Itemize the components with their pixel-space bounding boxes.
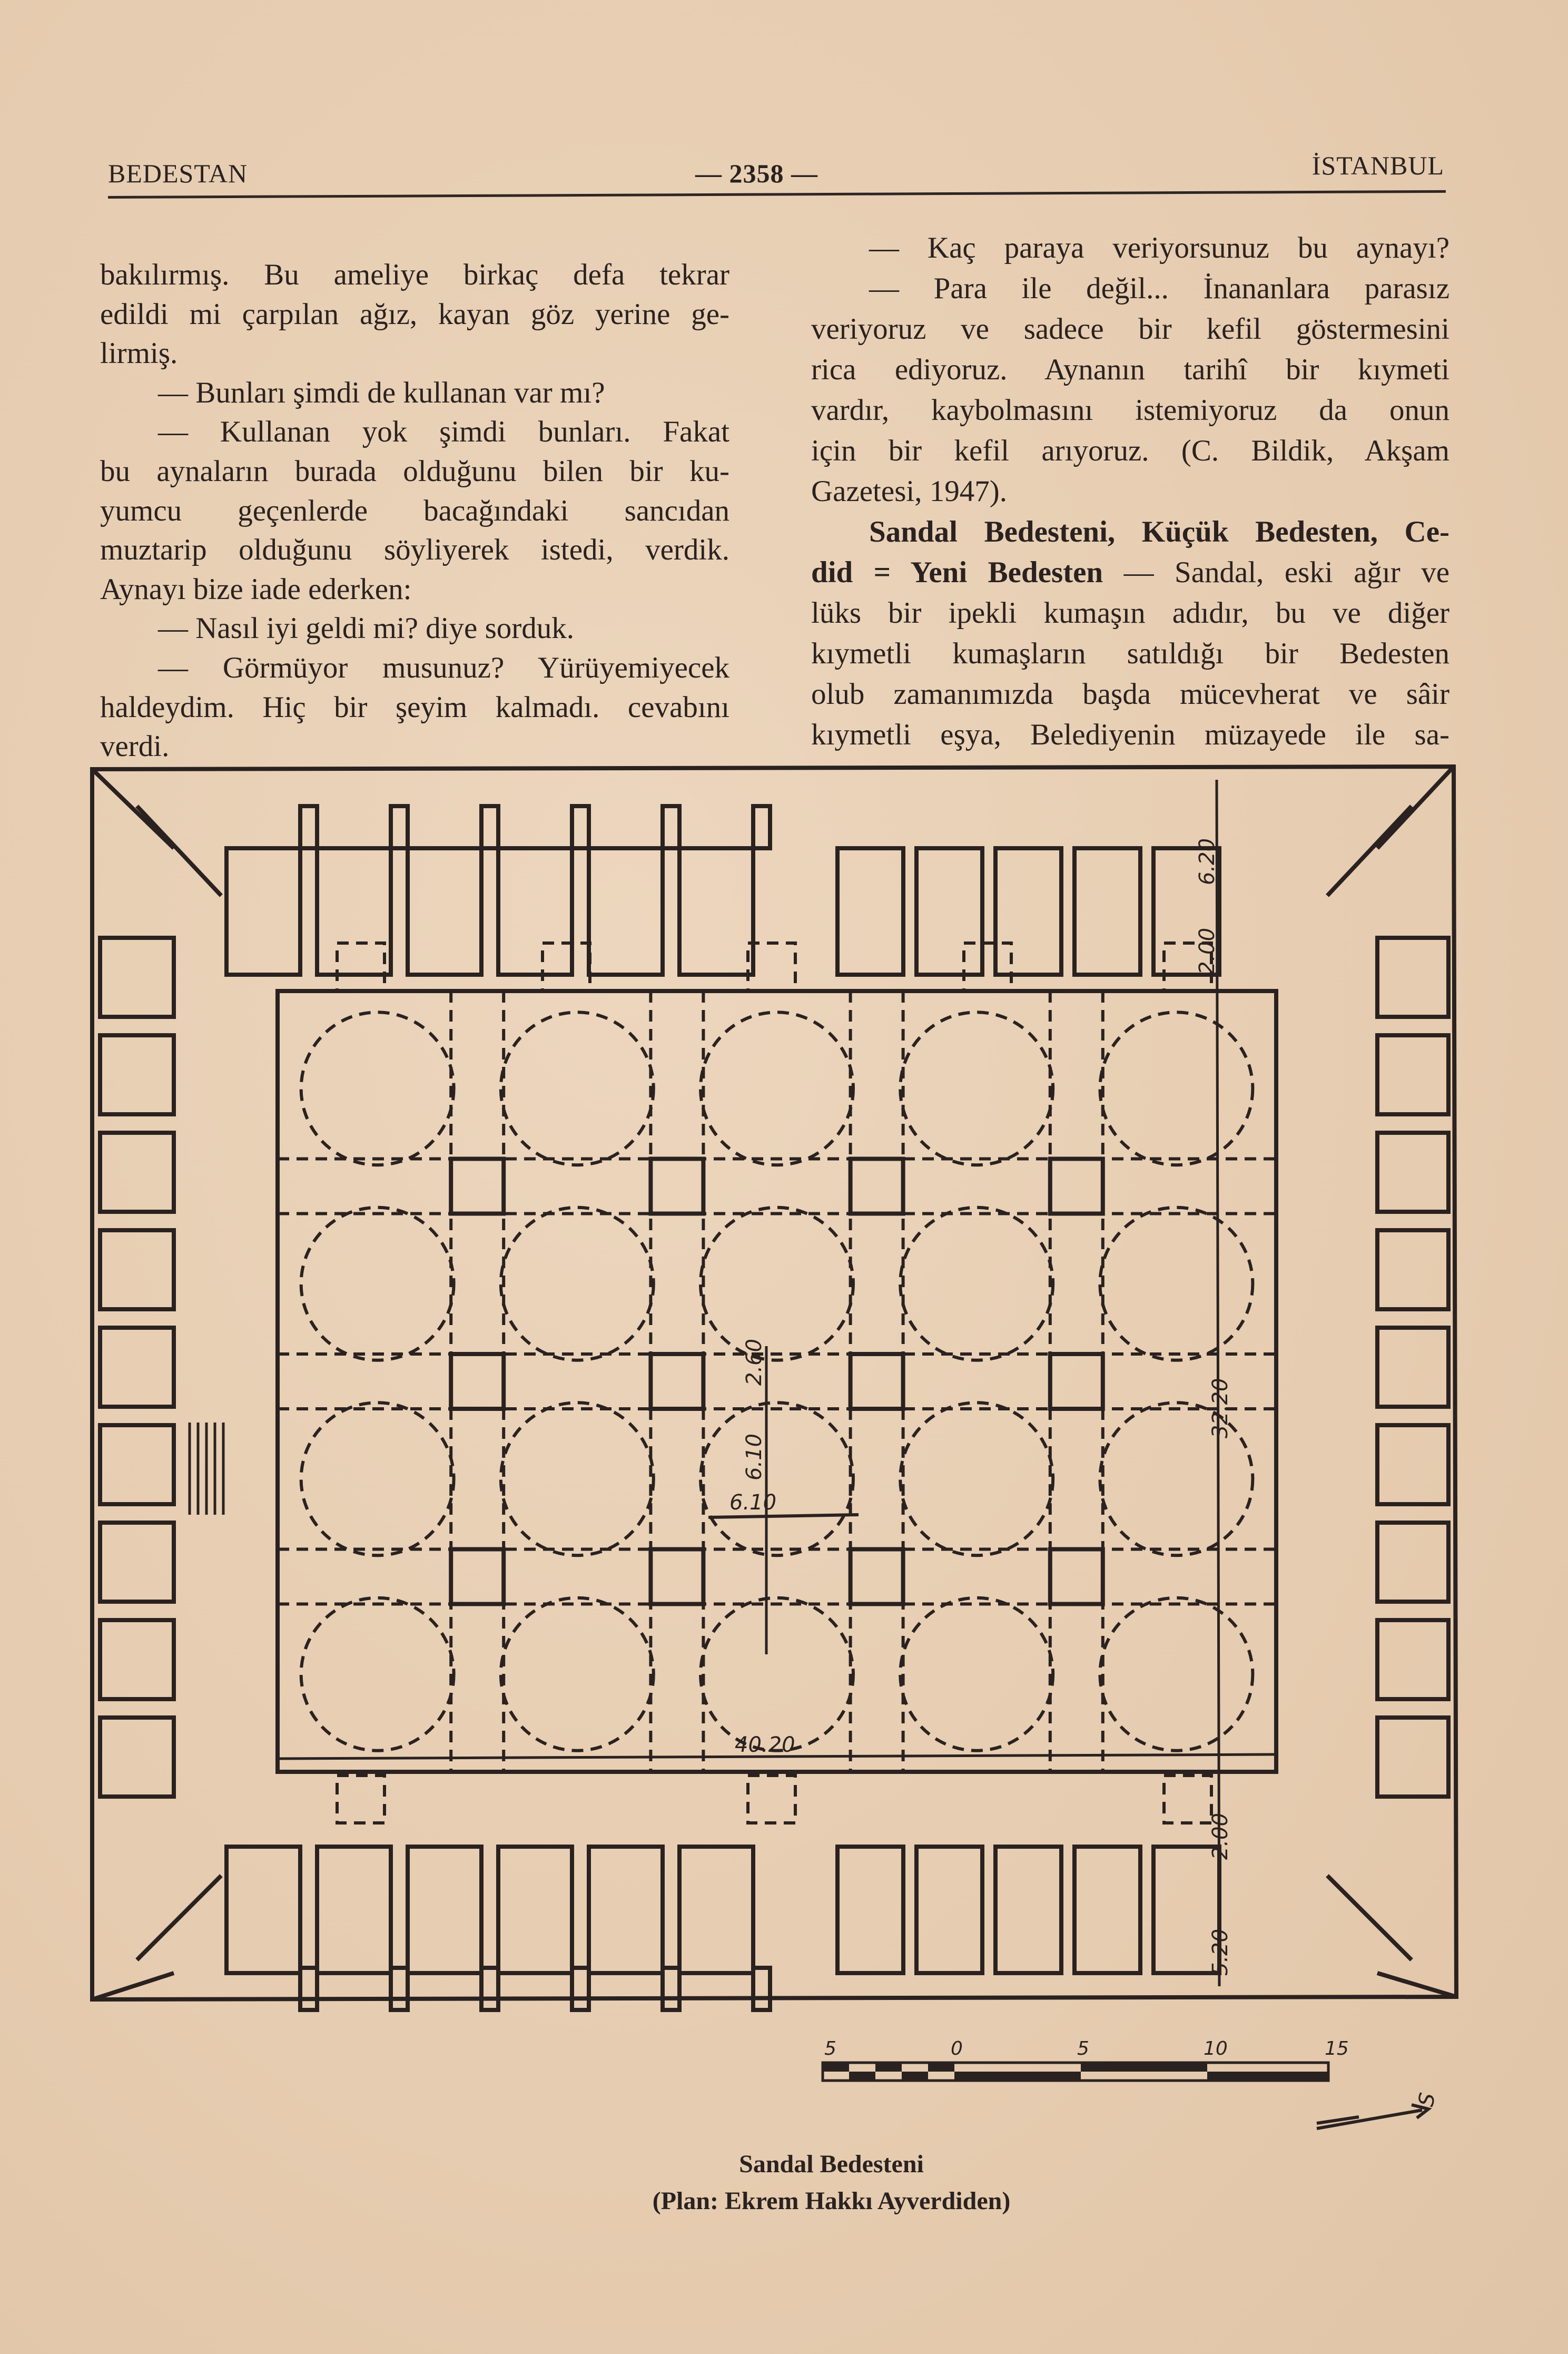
shop-cell: [1377, 1620, 1448, 1699]
wall-stub: [753, 806, 770, 848]
outer-wall: [92, 767, 1456, 1999]
dimension-label: 6.10: [729, 1490, 777, 1515]
pier: [650, 1159, 703, 1214]
corner-passage-wall: [1377, 767, 1454, 848]
text-line: veriyoruz ve sadece bir kefil göstermesini: [811, 312, 1449, 346]
shop-cell: [408, 848, 481, 975]
dimension-label: 2.00: [1195, 927, 1219, 975]
scale-bar-segment: [902, 2072, 928, 2081]
entry-text: — Sandal, eski ağır ve: [1103, 556, 1449, 589]
dome-outline: [900, 1208, 1053, 1360]
shop-cell: [317, 848, 391, 975]
dome-outline: [701, 1208, 853, 1360]
pier: [650, 1549, 703, 1604]
text-line: olub zamanımızda başda mücevherat ve sâir: [811, 678, 1449, 711]
figure-caption-title: Sandal Bedesteni: [739, 2150, 924, 2178]
shop-cell: [1377, 1328, 1448, 1407]
entry-heading-bold: did = Yeni Bedesten: [811, 556, 1103, 589]
corner-passage-wall: [1327, 806, 1412, 896]
text-line: edildi mi çarpılan ağız, kayan göz yerine ge-: [100, 297, 729, 331]
shop-cell: [226, 848, 300, 975]
text-line: — Kaç paraya veriyorsunuz bu aynayı?: [869, 231, 1449, 264]
dome-outline: [701, 1598, 853, 1751]
shop-cell: [408, 1847, 481, 1973]
text-line: — Bunları şimdi de kullanan var mı?: [158, 376, 605, 409]
entry-heading: Sandal Bedesteni, Küçük Bedesten, Ce-: [869, 515, 1449, 548]
corner-passage-wall: [1377, 1973, 1456, 1997]
dome-outline: [301, 1208, 454, 1360]
text-line: verdi.: [100, 730, 170, 763]
shop-cell: [1377, 1230, 1448, 1309]
shop-cell: [100, 1523, 174, 1602]
text-line: muztarip olduğunu söyliyerek istedi, verdik.: [100, 533, 729, 567]
running-head-right: İSTANBUL: [1311, 151, 1444, 180]
corner-passage-wall: [137, 806, 221, 896]
shop-cell: [226, 1847, 300, 1973]
dome-outline: [301, 1598, 454, 1751]
wall-stub: [481, 806, 498, 848]
entrance-bay: [748, 1776, 795, 1823]
entrance-bay: [543, 943, 590, 990]
shop-cell: [1074, 848, 1140, 975]
wall-stub: [481, 1968, 498, 2010]
text-line: — Nasıl iyi geldi mi? diye sorduk.: [158, 612, 574, 645]
scale-bar-segment: [928, 2063, 954, 2072]
dimension-label: 2.60: [742, 1338, 766, 1386]
shop-cell: [100, 1328, 174, 1407]
wall-stub: [391, 1968, 408, 2010]
shop-cell: [679, 1847, 753, 1973]
dome-outline: [1100, 1208, 1253, 1360]
scale-bar-segment: [954, 2072, 1081, 2081]
pier: [1050, 1159, 1103, 1214]
scale-bar-segment: [875, 2063, 902, 2072]
shop-cell: [498, 1847, 572, 1973]
text-line: yumcu geçenlerde bacağındaki sancıdan: [100, 494, 729, 527]
pier: [451, 1549, 504, 1604]
scale-label: 5: [1077, 2038, 1089, 2059]
dimension-label: 5.20: [1208, 1928, 1232, 1976]
shop-cell: [995, 1847, 1061, 1973]
pier: [851, 1549, 903, 1604]
shop-cell: [498, 848, 572, 975]
shop-cell: [837, 1847, 903, 1973]
shop-cell: [1377, 1523, 1448, 1602]
shop-cell: [1377, 1133, 1448, 1212]
text-line: bu aynaların burada olduğunu bilen bir ku-: [100, 454, 729, 488]
text-line: bakılırmış. Bu ameliye birkaç defa tekrar: [100, 258, 729, 291]
text-line: — Kullanan yok şimdi bunları. Fakat: [158, 415, 729, 449]
entrance-bay: [337, 943, 384, 990]
dimension-label: 40.20: [735, 1733, 795, 1757]
shop-cell: [100, 1425, 174, 1504]
corner-passage-wall: [137, 1876, 221, 1960]
inner-hall-wall: [278, 991, 1276, 1772]
figure-caption-source: (Plan: Ekrem Hakkı Ayverdiden): [652, 2187, 1011, 2215]
shop-cell: [916, 848, 982, 975]
shop-cell: [100, 1718, 174, 1797]
wall-stub: [572, 1968, 589, 2010]
pier: [451, 1354, 504, 1409]
text-line: haldeydim. Hiç bir şeyim kalmadı. cevabını: [100, 690, 729, 724]
scale-label: 5: [824, 2038, 836, 2059]
dome-outline: [501, 1402, 654, 1555]
dome-outline: [900, 1402, 1053, 1555]
text-line: lirmiş.: [100, 337, 178, 370]
shop-cell: [100, 938, 174, 1017]
shop-cell: [679, 848, 753, 975]
shop-cell: [100, 1230, 174, 1309]
dome-outline: [1100, 1012, 1253, 1165]
dome-outline: [301, 1402, 454, 1555]
direction-arrow-icon: [1317, 2105, 1428, 2129]
shop-cell: [1377, 1718, 1448, 1797]
pier: [451, 1159, 504, 1214]
shop-cell: [589, 848, 663, 975]
pier: [1050, 1354, 1103, 1409]
scale-bar-segment: [1081, 2063, 1207, 2072]
scale-label: 0: [951, 2038, 963, 2059]
scale-bar-segment: [849, 2072, 875, 2081]
direction-label: S: [1414, 2091, 1441, 2108]
pier: [851, 1354, 903, 1409]
shop-cell: [100, 1035, 174, 1114]
text-line: lüks bir ipekli kumaşın adıdır, bu ve diğer: [811, 596, 1449, 630]
text-line: kıymetli kumaşların satıldığı bir Bedesten: [811, 637, 1449, 670]
wall-stub: [391, 806, 408, 848]
scale-bar-segment: [823, 2063, 849, 2072]
dimension-label: 2.00: [1208, 1812, 1232, 1860]
wall-stub: [753, 1968, 770, 2010]
page-number: — 2358 —: [695, 159, 818, 188]
shop-cell: [1377, 938, 1448, 1017]
dimension-line: [708, 1515, 859, 1517]
pier: [1050, 1549, 1103, 1604]
text-line: kıymetli eşya, Belediyenin müzayede ile sa-: [811, 718, 1449, 751]
shop-cell: [916, 1847, 982, 1973]
dome-outline: [701, 1012, 853, 1165]
wall-stub: [300, 1968, 317, 2010]
shop-cell: [100, 1620, 174, 1699]
text-line: Gazetesi, 1947).: [811, 475, 1007, 508]
dome-outline: [900, 1012, 1053, 1165]
dimension-label: 32.20: [1208, 1378, 1232, 1438]
shop-cell: [1377, 1425, 1448, 1504]
shop-cell: [995, 848, 1061, 975]
dome-outline: [1100, 1598, 1253, 1751]
scale-label: 15: [1325, 2038, 1349, 2059]
scale-label: 10: [1204, 2038, 1228, 2059]
dimension-label: 6.20: [1195, 838, 1219, 885]
text-line: Aynayı bize iade ederken:: [100, 572, 412, 606]
wall-stub: [663, 806, 679, 848]
shop-cell: [1074, 1847, 1140, 1973]
shop-cell: [100, 1133, 174, 1212]
dimension-label: 6.10: [742, 1433, 766, 1480]
pier: [851, 1159, 903, 1214]
text-line: vardır, kaybolmasını istemiyoruz da onun: [811, 394, 1449, 427]
dome-outline: [701, 1402, 853, 1555]
corner-passage-wall: [92, 769, 174, 848]
dome-outline: [501, 1598, 654, 1751]
text-line: rica ediyoruz. Aynanın tarihî bir kıymeti: [811, 353, 1449, 386]
wall-stub: [663, 1968, 679, 2010]
text-line: — Görmüyor musunuz? Yürüyemiyecek: [158, 651, 729, 684]
shop-cell: [1377, 1035, 1448, 1114]
corner-passage-wall: [1327, 1876, 1412, 1960]
dome-outline: [301, 1012, 454, 1165]
wall-stub: [572, 806, 589, 848]
scale-bar-segment: [1207, 2072, 1328, 2081]
running-head-left: BEDESTAN: [108, 159, 248, 188]
shop-cell: [317, 1847, 391, 1973]
dome-outline: [900, 1598, 1053, 1751]
text-line: — Para ile değil... İnananlara parasız: [869, 272, 1449, 305]
text-line: için bir kefil arıyoruz. (C. Bildik, Akşam: [811, 434, 1449, 467]
entrance-bay: [964, 943, 1011, 990]
dome-outline: [501, 1208, 654, 1360]
shop-cell: [837, 848, 903, 975]
entrance-bay: [337, 1776, 384, 1823]
wall-stub: [300, 806, 317, 848]
corner-passage-wall: [92, 1973, 174, 1999]
pier: [650, 1354, 703, 1409]
shop-cell: [589, 1847, 663, 1973]
dome-outline: [501, 1012, 654, 1165]
entrance-bay: [1164, 1776, 1211, 1823]
